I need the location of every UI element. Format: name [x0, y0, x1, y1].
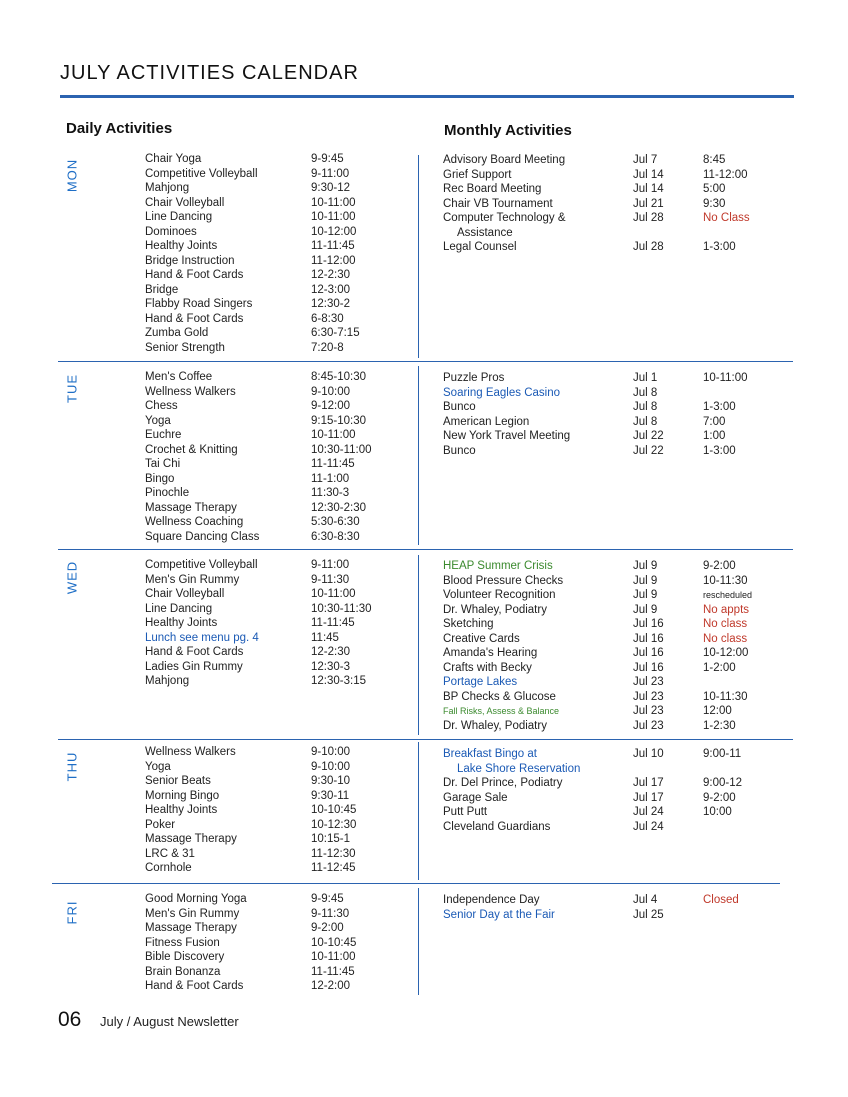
event-time: 10-11:30: [703, 574, 748, 587]
event-time: 8:45: [703, 154, 726, 166]
column-divider: [418, 366, 419, 545]
activity-name: [145, 760, 171, 775]
activity-name-text: Healthy Joints: [145, 617, 218, 629]
event-date: Jul 28: [633, 241, 664, 253]
activity-name: [145, 239, 217, 254]
event-name: Amanda's Hearing: [443, 647, 538, 659]
event-date: Jul 16: [633, 661, 664, 674]
event-date: Jul 1: [633, 372, 658, 384]
daily-activities-heading: Daily Activities: [66, 120, 173, 137]
activity-time: 5:30-6:30: [311, 516, 360, 528]
activity-name-text: Poker: [145, 818, 176, 831]
activity-time: 10-11:00: [311, 951, 356, 963]
event-date: Jul 22: [633, 430, 664, 442]
event-date: Jul 8: [633, 401, 658, 413]
activity-name: [145, 616, 217, 631]
event-name: Bunco: [443, 401, 476, 413]
activity-name: [145, 297, 252, 312]
event-date: Jul 9: [633, 589, 658, 601]
activity-name-text: Dominoes: [145, 225, 197, 238]
activity-name-text: Good Morning Yoga: [145, 893, 247, 905]
activity-name-text: Zumba Gold: [145, 327, 209, 339]
activity-name: [145, 818, 175, 833]
activity-name-text: Square Dancing Class: [145, 530, 260, 543]
activity-time: 8:45-10:30: [311, 371, 366, 383]
event-name: Fall Risks, Assess & Balance: [443, 706, 560, 716]
activity-name-text: Hand & Foot Cards: [145, 980, 244, 992]
activity-time: 12-2:30: [311, 646, 351, 658]
event-date: Jul 28: [633, 212, 664, 224]
event-date: Jul 17: [633, 777, 664, 789]
activity-time: 9-11:00: [311, 559, 350, 571]
activity-name-text: Wellness Walkers: [145, 385, 236, 398]
event-name: Puzzle Pros: [443, 372, 505, 384]
event-name: Bunco: [443, 444, 476, 457]
event-time: 1-3:00: [703, 401, 736, 413]
activity-name: [145, 745, 236, 760]
activity-name-text: Competitive Volleyball: [145, 167, 258, 180]
activity-time: 11-12:00: [311, 254, 356, 267]
event-date: Jul 17: [633, 791, 664, 804]
event-date: Jul 8: [633, 386, 658, 399]
activity-name: [145, 602, 212, 617]
event-date: Jul 23: [633, 676, 664, 688]
activity-name: [145, 660, 243, 675]
activity-time: 11:45: [311, 631, 339, 644]
event-name: Senior Day at the Fair: [443, 908, 555, 921]
activity-name-text: Brain Bonanza: [145, 965, 221, 978]
event-name: Rec Board Meeting: [443, 183, 542, 195]
event-date: Jul 7: [633, 154, 658, 166]
activity-time: 9-11:30: [311, 573, 350, 586]
activity-name-text: Massage Therapy: [145, 501, 237, 514]
event-date: Jul 14: [633, 168, 664, 181]
event-time: Closed: [703, 894, 739, 906]
activity-time: 9-11:30: [311, 907, 350, 920]
day-separator: [52, 883, 780, 884]
activity-name: [145, 312, 243, 327]
event-time: 10-11:00: [703, 372, 748, 384]
activity-time: 12:30-2:30: [311, 501, 366, 514]
day-label-mon: MON: [64, 158, 80, 193]
activity-time: 9-10:00: [311, 760, 351, 773]
activity-time: 9:30-12: [311, 182, 351, 194]
activity-name-text: Tai Chi: [145, 458, 181, 470]
activity-name-text: Mahjong: [145, 675, 190, 687]
activity-name-text: Massage Therapy: [145, 922, 237, 934]
event-time: 1-3:00: [703, 444, 736, 457]
activity-time: 10-11:00: [311, 196, 356, 209]
activity-name: [145, 167, 258, 182]
menu-reference: see menu pg. 4: [179, 631, 259, 644]
event-name: Crafts with Becky: [443, 661, 532, 674]
activity-name: [145, 196, 224, 211]
event-name: BP Checks & Glucose: [443, 690, 556, 703]
event-name: Assistance: [457, 226, 513, 239]
activity-time: 11-11:45: [311, 965, 355, 978]
activity-name: [145, 979, 243, 994]
activity-name: [145, 254, 235, 269]
event-name: Sketching: [443, 618, 494, 630]
activity-name-text: Line Dancing: [145, 602, 213, 615]
event-name: Garage Sale: [443, 791, 508, 804]
event-date: Jul 24: [633, 820, 664, 833]
page-number: 06: [58, 1008, 82, 1031]
activity-time: 12-3:00: [311, 283, 351, 296]
activity-time: 11-1:00: [311, 472, 350, 485]
event-time: 12:00: [703, 705, 732, 717]
monthly-activities-heading: Monthly Activities: [444, 122, 572, 139]
event-time: 1-2:30: [703, 719, 736, 732]
event-date: Jul 24: [633, 806, 664, 818]
activity-time: 9:15-10:30: [311, 414, 366, 427]
activity-name: [145, 921, 237, 936]
event-time: 5:00: [703, 183, 726, 195]
day-label-fri: FRI: [64, 900, 80, 925]
event-name: Cleveland Guardians: [443, 820, 551, 833]
activity-name-text: Hand & Foot Cards: [145, 646, 244, 658]
activity-time: 11-11:45: [311, 617, 355, 629]
event-time: 7:00: [703, 415, 726, 428]
activity-name: [145, 268, 243, 283]
activity-time: 10-10:45: [311, 936, 357, 949]
event-time: 1-2:00: [703, 661, 736, 674]
event-name: Volunteer Recognition: [443, 589, 556, 601]
event-time: 1-3:00: [703, 241, 736, 253]
activity-name-text: Yoga: [145, 760, 171, 773]
activity-name: [145, 907, 239, 922]
event-name: Lake Shore Reservation: [457, 762, 581, 775]
activity-name: [145, 210, 212, 225]
event-date: Jul 8: [633, 415, 658, 428]
event-date: Jul 23: [633, 705, 664, 717]
activity-time: 9-10:00: [311, 385, 351, 398]
activity-name-text: Line Dancing: [145, 211, 213, 223]
column-divider: [418, 155, 419, 358]
activity-name-text: Ladies Gin Rummy: [145, 660, 243, 673]
event-name: Putt Putt: [443, 806, 488, 818]
event-time: 11-12:00: [703, 168, 748, 181]
event-date: Jul 9: [633, 603, 658, 616]
activity-time: 10:30-11:00: [311, 443, 372, 456]
activity-time: 10-11:00: [311, 211, 356, 223]
activity-name: [145, 428, 181, 443]
activity-time: 9:30-10: [311, 775, 351, 787]
title-divider: [60, 95, 794, 98]
activity-name: [145, 530, 259, 545]
event-time: 10:00: [703, 806, 732, 818]
event-name: Chair VB Tournament: [443, 197, 553, 210]
day-label-thu: THU: [64, 751, 80, 782]
activity-time: 10-12:30: [311, 818, 357, 831]
activity-name-text: Wellness Walkers: [145, 746, 236, 758]
activity-name-text: LRC & 31: [145, 847, 195, 860]
event-date: Jul 16: [633, 632, 664, 645]
activity-name: [145, 414, 171, 429]
activity-name-text: Senior Beats: [145, 775, 211, 787]
activity-name-text: Morning Bingo: [145, 789, 220, 802]
activity-name: [145, 892, 247, 907]
activity-name: [145, 515, 243, 530]
activity-time: 12-2:30: [311, 269, 351, 281]
event-name: HEAP Summer Crisis: [443, 560, 553, 572]
activity-name-text: Men's Gin Rummy: [145, 573, 240, 586]
event-time: No class: [703, 618, 748, 630]
activity-name: [145, 326, 208, 341]
event-time: No class: [703, 632, 748, 645]
event-name: Portage Lakes: [443, 676, 518, 688]
activity-time: 9-2:00: [311, 922, 344, 934]
activity-name: [145, 472, 174, 487]
activity-name: [145, 385, 236, 400]
activity-time: 10:15-1: [311, 833, 351, 845]
event-time: 1:00: [703, 430, 726, 442]
activity-time: 10-11:00: [311, 588, 356, 600]
activity-time: 9-11:00: [311, 167, 350, 180]
activity-name: [145, 225, 197, 240]
activity-name-text: Competitive Volleyball: [145, 559, 258, 571]
event-name: Independence Day: [443, 894, 540, 906]
activity-name-text: Wellness Coaching: [145, 516, 244, 528]
event-time: 9:00-11: [703, 748, 742, 760]
activity-name-text: Men's Coffee: [145, 371, 213, 383]
activity-time: 11-11:45: [311, 240, 355, 252]
activity-name-text: Chair Volleyball: [145, 196, 225, 209]
activity-name-text: Chair Yoga: [145, 153, 202, 165]
event-date: Jul 9: [633, 574, 658, 587]
activity-name-text: Bible Discovery: [145, 951, 225, 963]
event-date: Jul 22: [633, 444, 664, 457]
activity-name-text: Mahjong: [145, 182, 190, 194]
column-divider: [418, 742, 419, 880]
activity-name-text: Hand & Foot Cards: [145, 312, 244, 325]
activity-time: 9-10:00: [311, 746, 351, 758]
event-name: Creative Cards: [443, 632, 520, 645]
activity-name-text: Bridge: [145, 283, 179, 296]
newsletter-title: July / August Newsletter: [100, 1014, 239, 1029]
activity-time: 12:30-3: [311, 660, 351, 673]
activity-time: 7:20-8: [311, 341, 344, 354]
event-date: Jul 16: [633, 647, 664, 659]
event-name: Dr. Whaley, Podiatry: [443, 603, 547, 616]
event-date: Jul 4: [633, 894, 658, 906]
activity-name-text: Crochet & Knitting: [145, 443, 238, 456]
activity-time: 6:30-7:15: [311, 327, 360, 339]
activity-name-text: Hand & Foot Cards: [145, 269, 244, 281]
event-name: Breakfast Bingo at: [443, 748, 537, 760]
activity-name: [145, 501, 237, 516]
activity-name: [145, 861, 192, 876]
event-date: Jul 23: [633, 719, 664, 732]
activity-time: 10-10:45: [311, 804, 357, 816]
event-time: 9-2:00: [703, 791, 736, 804]
event-name: Dr. Whaley, Podiatry: [443, 719, 547, 732]
activity-name-text: Lunch: [145, 631, 177, 644]
day-separator: [58, 361, 793, 362]
activity-name: [145, 631, 259, 646]
event-time: 10-11:30: [703, 690, 748, 703]
activity-name-text: Men's Gin Rummy: [145, 907, 240, 920]
activity-name-text: Healthy Joints: [145, 240, 218, 252]
activity-name: [145, 965, 220, 980]
activity-time: 11:30-3: [311, 487, 350, 499]
event-time: 9:30: [703, 197, 726, 210]
activity-time: 10:30-11:30: [311, 602, 372, 615]
activity-time: 11-12:45: [311, 862, 356, 874]
activity-time: 12-2:00: [311, 980, 351, 992]
event-date: Jul 10: [633, 748, 664, 760]
activity-name: [145, 181, 189, 196]
activity-time: 12:30-2: [311, 298, 351, 310]
event-name: Advisory Board Meeting: [443, 154, 566, 166]
activity-time: 9-12:00: [311, 400, 351, 412]
activity-name-text: Cornhole: [145, 862, 192, 874]
activity-time: 6-8:30: [311, 312, 344, 325]
activity-time: 9:30-11: [311, 789, 350, 802]
event-name: Soaring Eagles Casino: [443, 386, 560, 399]
activity-name-text: Healthy Joints: [145, 804, 218, 816]
event-name: Computer Technology &: [443, 212, 566, 224]
activity-name: [145, 399, 178, 414]
activity-name: [145, 645, 243, 660]
event-name: New York Travel Meeting: [443, 430, 571, 442]
event-name: Legal Counsel: [443, 241, 517, 253]
activity-name-text: Flabby Road Singers: [145, 298, 253, 310]
activity-time: 9-9:45: [311, 153, 344, 165]
activity-name: [145, 803, 217, 818]
activity-name: [145, 370, 212, 385]
activity-time: 11-11:45: [311, 458, 355, 470]
activity-name: [145, 558, 258, 573]
day-label-tue: TUE: [64, 374, 80, 403]
activity-name: [145, 789, 219, 804]
day-label-wed: WED: [64, 560, 80, 595]
activity-name: [145, 674, 189, 689]
event-date: Jul 25: [633, 908, 664, 921]
activity-name: [145, 587, 224, 602]
activity-name: [145, 341, 225, 356]
activity-time: 11-12:30: [311, 847, 356, 860]
activity-name-text: Pinochle: [145, 487, 190, 499]
day-separator: [58, 739, 793, 740]
activity-name-text: Chess: [145, 400, 178, 412]
activity-time: 10-12:00: [311, 225, 357, 238]
event-date: Jul 23: [633, 690, 664, 703]
activity-name: [145, 457, 180, 472]
activity-time: 10-11:00: [311, 429, 356, 441]
activity-time: 6:30-8:30: [311, 530, 360, 543]
activity-name-text: Fitness Fusion: [145, 936, 220, 949]
activity-name-text: Euchre: [145, 429, 182, 441]
event-time: No appts: [703, 603, 750, 616]
event-time: 10-12:00: [703, 647, 749, 659]
activity-name-text: Bingo: [145, 472, 175, 485]
activity-name: [145, 573, 239, 588]
activity-name: [145, 486, 189, 501]
activity-time: 12:30-3:15: [311, 675, 366, 687]
column-divider: [418, 555, 419, 735]
activity-name: [145, 443, 238, 458]
activity-name: [145, 832, 237, 847]
activity-name: [145, 936, 220, 951]
column-divider: [418, 888, 419, 995]
event-time: rescheduled: [703, 590, 753, 600]
activity-name-text: Senior Strength: [145, 341, 225, 354]
activity-name: [145, 950, 224, 965]
activity-name: [145, 774, 211, 789]
activity-name: [145, 847, 195, 862]
day-separator: [58, 549, 793, 550]
activity-time: 9-9:45: [311, 893, 344, 905]
event-name: American Legion: [443, 415, 530, 428]
activity-name-text: Chair Volleyball: [145, 588, 225, 600]
page-title: JULY ACTIVITIES CALENDAR: [60, 62, 359, 84]
event-name: Blood Pressure Checks: [443, 574, 564, 587]
event-name: Dr. Del Prince, Podiatry: [443, 777, 563, 789]
event-date: Jul 21: [633, 197, 664, 210]
event-time: 9:00-12: [703, 777, 743, 789]
activity-name-text: Yoga: [145, 414, 171, 427]
activity-name-text: Bridge Instruction: [145, 254, 235, 267]
event-time: No Class: [703, 212, 750, 224]
event-date: Jul 14: [633, 183, 664, 195]
event-name: Grief Support: [443, 168, 512, 181]
event-time: 9-2:00: [703, 560, 736, 572]
activity-name-text: Massage Therapy: [145, 833, 237, 845]
activity-name: [145, 152, 201, 167]
event-date: Jul 9: [633, 560, 658, 572]
event-date: Jul 16: [633, 618, 664, 630]
activity-name: [145, 283, 178, 298]
